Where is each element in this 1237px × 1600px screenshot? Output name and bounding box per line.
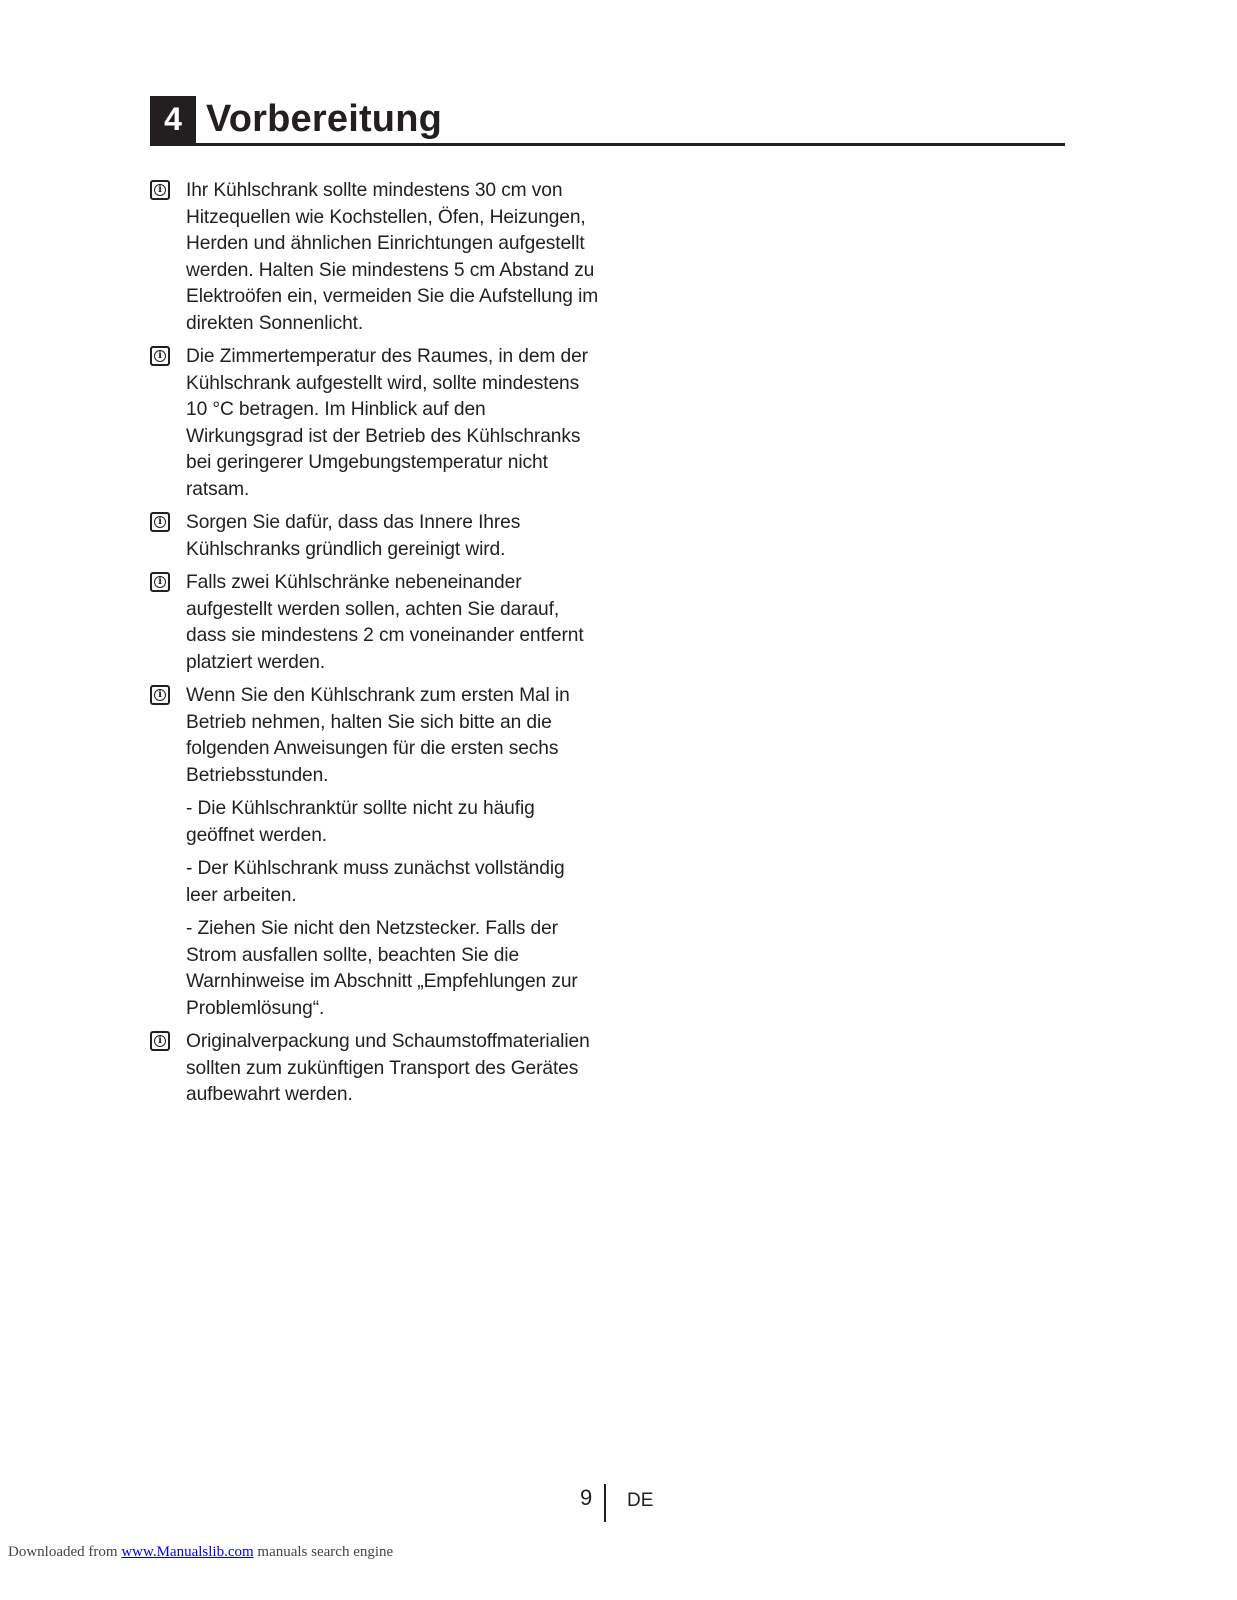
info-icon [150, 180, 170, 200]
info-icon [150, 346, 170, 366]
note-item [150, 1029, 600, 1109]
info-icon [150, 512, 170, 532]
note-item [150, 570, 600, 676]
manualslib-link[interactable]: www.Manualslib.com [121, 1544, 254, 1560]
notes-list [150, 178, 600, 1116]
note-sub-item: - Die Kühlschranktür sollte nicht zu häufig geöffnet werden. [186, 798, 535, 846]
note-text: Sorgen Sie dafür, dass das Innere Ihres Kühlschranks gründlich gereinigt wird. [186, 512, 521, 560]
note-item [150, 344, 600, 503]
note-text: Wenn Sie den Kühlschrank zum ersten Mal in Betrieb nehmen, halten Sie sich bitte an die folgenden Anweisungen für die ersten sechs Betriebsstunden. [186, 685, 570, 786]
note-item [150, 178, 600, 337]
section-header [150, 96, 1065, 146]
note-item [150, 683, 600, 1022]
note-sub-item: - Ziehen Sie nicht den Netzstecker. Falls der Strom ausfallen sollte, beachten Sie die Warnhinweise im Abschnitt „Empfehlungen zur Problemlösung“. [186, 918, 578, 1019]
page-number: 9 [580, 1485, 593, 1510]
note-item [150, 510, 600, 563]
section-number: 4 [150, 96, 196, 143]
footer-suffix: manuals search engine [253, 1544, 394, 1560]
note-sub-item: - Der Kühlschrank muss zunächst vollständig leer arbeiten. [186, 858, 565, 906]
note-text: Falls zwei Kühlschränke nebeneinander aufgestellt werden sollen, achten Sie darauf, dass sie mindestens 2 cm voneinander entfernt platziert werden. [186, 572, 584, 673]
download-footer [8, 1543, 393, 1561]
info-icon [150, 685, 170, 705]
info-icon [150, 572, 170, 592]
note-text: Ihr Kühlschrank sollte mindestens 30 cm von Hitzequellen wie Kochstellen, Öfen, Heizungen, Herden und ähnlichen Einrichtungen aufgestellt werden. Halten Sie mindestens 5 cm Abstand zu Elektroöfen ein, vermeiden Sie die Aufstellung im direkten Sonnenlicht. [186, 180, 599, 334]
note-text: Originalverpackung und Schaumstoffmaterialien sollten zum zukünftigen Transport des Gerätes aufbewahrt werden. [186, 1031, 590, 1105]
info-icon [150, 1031, 170, 1051]
page-divider [604, 1484, 606, 1522]
note-text: Die Zimmertemperatur des Raumes, in dem der Kühlschrank aufgestellt wird, sollte mindestens 10 °C betragen. Im Hinblick auf den Wirkungsgrad ist der Betrieb des Kühlschranks bei geringerer Umgebungstemperatur nicht ratsam. [186, 346, 588, 500]
footer-prefix: Downloaded from [8, 1544, 122, 1560]
section-title: Vorbereitung [206, 98, 443, 140]
page-language: DE [627, 1490, 654, 1511]
